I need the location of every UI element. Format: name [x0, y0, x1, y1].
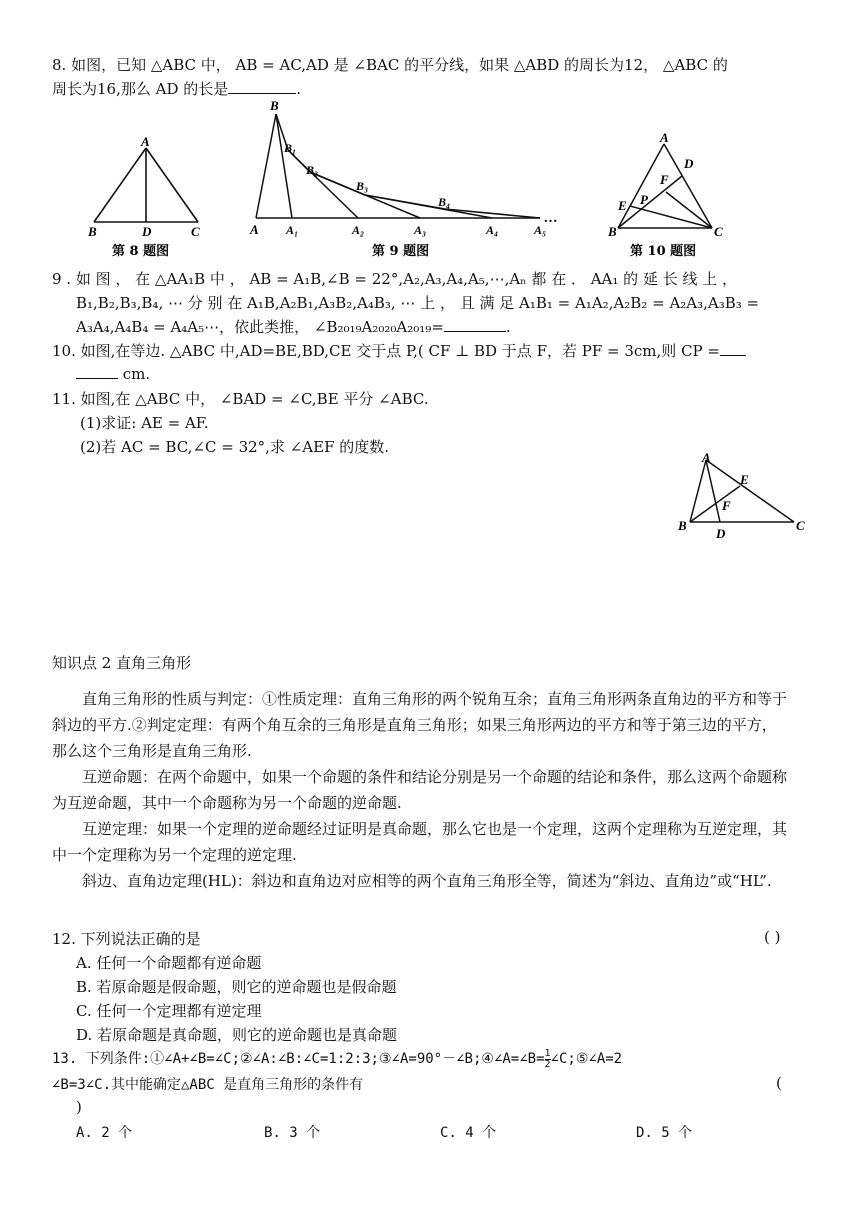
fig11-label-e: E [740, 472, 749, 487]
section-2-para-4: 斜边、直角边定理(HL)：斜边和直角边对应相等的两个直角三角形全等，简述为“斜边、直角边”或“HL”. [82, 872, 772, 890]
q11-part1: (1)求证: AE = AF. [80, 414, 209, 432]
fig9-label-b2: B₂ [306, 163, 319, 177]
q13-option-d: D. 5 个 [636, 1125, 693, 1141]
fig11-label-f: F [722, 498, 731, 513]
fig10-label-p: P [640, 192, 648, 207]
section-2-para-1: 直角三角形的性质与判定：①性质定理：直角三角形的两个锐角互余；直角三角形两条直角边的平方和等于斜边的平方.②判定定理：有两个角互余的三角形是直角三角形；如果三角形两边的平方和等于第三边的平方，那么这个三角形是直角三角形. [52, 690, 788, 760]
fig10-caption: 第 10 题图 [630, 244, 697, 259]
q8-answer-blank [228, 79, 296, 94]
fig9-label-a5: A₅ [534, 223, 547, 237]
q13-fraction-numerator: 1 [544, 1047, 551, 1059]
fig8-label-a: A [141, 134, 150, 149]
fig9-ellipsis: … [544, 211, 558, 226]
section-2-para-2: 互逆命题：在两个命题中，如果一个命题的条件和结论分别是另一个命题的结论和条件，那么这两个命题称为互逆命题，其中一个命题称为另一个命题的逆命题. [52, 768, 788, 812]
q12-option-d: D. 若原命题是真命题，则它的逆命题也是真命题 [76, 1026, 398, 1044]
fig8-label-d: D [142, 224, 152, 239]
q13-line2: ∠B=3∠C.其中能确定△ABC 是直角三角形的条件有 [52, 1077, 364, 1093]
q9-line3 [76, 316, 511, 337]
q8-line2 [52, 78, 301, 99]
fig11-label-d: D [716, 526, 726, 541]
fig10-label-a: A [660, 130, 669, 145]
q12-option-a: A. 任何一个命题都有逆命题 [76, 954, 262, 972]
q9-line3-text: A₃A₄,A₄B₄ = A₄A₅⋯，依此类推， ∠B₂₀₁₉A₂₀₂₀A₂₀₁₉= [76, 318, 444, 336]
q12-answer-paren: ( ) [764, 928, 781, 946]
fig10-label-e: E [618, 198, 627, 213]
q9-line2: B₁,B₂,B₃,B₄, ⋯ 分 别 在 A₁B,A₂B₁,A₃B₂,A₄B₃, ⋯ 上 ， 且 满 足 A₁B₁ = A₁A₂,A₂B₂ = A₂A₃,A₃B₃ = [76, 294, 760, 312]
q9-line1: 9 . 如 图 ， 在 △AA₁B 中 ， AB = A₁B,∠B = 22°,A₂,A₃,A₄,A₅,⋯,Aₙ 都 在 ． AA₁ 的 延 长 线 上 ， [52, 270, 738, 288]
figure-8 [84, 134, 214, 260]
fig9-label-a2: A₂ [352, 223, 365, 237]
q13-option-b: B. 3 个 [264, 1125, 321, 1141]
fig10-label-b: B [608, 224, 617, 239]
q13-option-c: C. 4 个 [440, 1125, 497, 1141]
q10-line1-text: 10. 如图,在等边. △ABC 中,AD=BE,BD,CE 交于点 P,( CF ⊥ BD 于点 F，若 PF = 3cm,则 CP = [52, 342, 720, 360]
fig11-label-b: B [678, 518, 687, 533]
q12-option-c: C. 任何一个定理都有逆定理 [76, 1002, 262, 1020]
figure-9 [240, 98, 570, 260]
q11-part2: (2)若 AC = BC,∠C = 32°,求 ∠AEF 的度数. [80, 438, 390, 456]
fig9-label-a: A [250, 222, 259, 237]
section-2-para-3: 互逆定理：如果一个定理的逆命题经过证明是真命题，那么它也是一个定理，这两个定理称为互逆定理，其中一个定理称为另一个定理的逆定理. [52, 820, 788, 864]
figure-11 [672, 450, 812, 544]
fig9-label-b: B [270, 98, 279, 113]
fig8-label-b: B [88, 224, 97, 239]
q12-stem: 12. 下列说法正确的是 [52, 930, 201, 948]
fig8-label-c: C [191, 224, 200, 239]
q13-line1-text: 13. 下列条件:①∠A+∠B=∠C;②∠A:∠B:∠C=1:2:3;③∠A=90°－∠B;④∠A=∠B= [52, 1051, 545, 1067]
fig9-label-b1: B₁ [284, 141, 297, 155]
figure-10 [604, 130, 723, 260]
fig9-label-a3: A₃ [414, 223, 427, 237]
q10-answer-blank-a [720, 341, 746, 356]
q8-line1: 8. 如图，已知 △ABC 中， AB = AC,AD 是 ∠BAC 的平分线，如果 △ABD 的周长为12， △ABC 的 [52, 56, 728, 74]
q10-line2-end: cm. [118, 365, 151, 383]
q13-paren-close: ) [76, 1098, 82, 1116]
q13-line1 [52, 1048, 622, 1070]
section-2-title: 知识点 2 直角三角形 [52, 654, 192, 672]
q11-stem: 11. 如图,在 △ABC 中， ∠BAD = ∠C,BE 平分 ∠ABC. [52, 390, 429, 408]
fig10-label-c: C [714, 224, 723, 239]
q13-line1-end: ∠C;⑤∠A=2 [550, 1051, 623, 1067]
q10-line1 [52, 340, 746, 361]
q10-answer-blank-b [76, 364, 118, 379]
fig9-label-b3: B₃ [356, 179, 369, 193]
fig11-label-a: A [702, 450, 711, 465]
q13-fraction-denominator: 2 [544, 1058, 551, 1070]
fig11-label-c: C [796, 518, 805, 533]
q8-line2-text: 周长为16,那么 AD 的长是 [52, 80, 229, 98]
fig9-label-b4: B₄ [438, 195, 451, 209]
fig10-label-d: D [684, 156, 694, 171]
q8-line2-end: . [296, 80, 302, 98]
fig8-caption: 第 8 题图 [112, 244, 170, 259]
q13-option-a: A. 2 个 [76, 1125, 133, 1141]
q9-line3-end: . [505, 318, 511, 336]
q10-line2 [76, 364, 150, 383]
fig9-caption: 第 9 题图 [372, 244, 430, 259]
q12-option-b: B. 若原命题是假命题，则它的逆命题也是假命题 [76, 978, 397, 996]
fig9-label-a1: A₁ [286, 223, 299, 237]
q9-answer-blank [444, 317, 506, 332]
q13-paren-open: ( [776, 1074, 782, 1092]
fig10-label-f: F [660, 172, 669, 187]
fig9-label-a4: A₄ [486, 223, 499, 237]
